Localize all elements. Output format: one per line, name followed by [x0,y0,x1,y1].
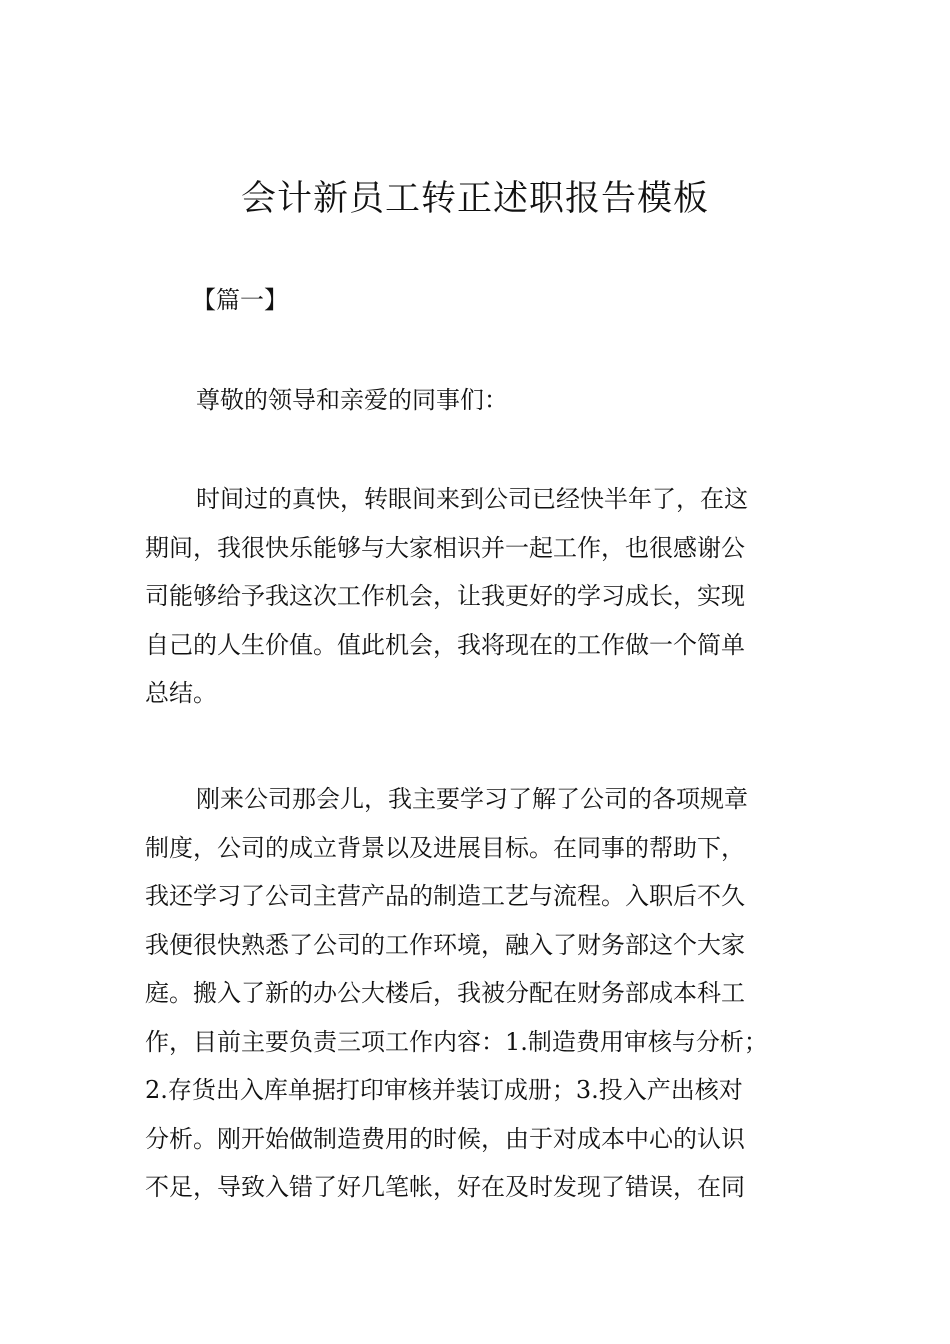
paragraph-line: 总结。 [145,679,217,707]
paragraph-1 [145,475,830,718]
paragraph-line: 自己的人生价值。值此机会，我将现在的工作做一个简单 [145,630,745,659]
document-title: 会计新员工转正述职报告模板 [240,179,709,219]
paragraph-line: 我还学习了公司主营产品的制造工艺与流程。入职后不久 [145,882,745,910]
paragraph-line: 刚来公司那会儿，我主要学习了解了公司的各项规章 [196,785,748,813]
paragraph-2 [145,775,830,1212]
paragraph-line: 制度，公司的成立背景以及进展目标。在同事的帮助下， [145,833,745,862]
salutation-text: 尊敬的领导和亲爱的同事们： [196,386,508,414]
paragraph-line: 期间，我很快乐能够与大家相识并一起工作，也很感谢公 [145,533,745,562]
paragraph-line: 我便很快熟悉了公司的工作环境，融入了财务部这个大家 [145,930,745,959]
paragraph-line: 作，目前主要负责三项工作内容：1.制造费用审核与分析； [145,1027,768,1056]
paragraph-line: 时间过的真快，转眼间来到公司已经快半年了，在这 [196,485,748,513]
salutation [145,376,830,425]
paragraph-line: 司能够给予我这次工作机会，让我更好的学习成长，实现 [145,582,745,610]
paragraph-line: 分析。刚开始做制造费用的时候，由于对成本中心的认识 [145,1124,745,1153]
paragraph-line: 2.存货出入库单据打印审核并装订成册；3.投入产出核对 [145,1076,743,1104]
paragraph-line: 不足，导致入错了好几笔帐，好在及时发现了错误，在同 [145,1173,745,1201]
section-label: 【篇一】 [192,286,288,314]
paragraph-line: 庭。搬入了新的办公大楼后，我被分配在财务部成本科工 [145,979,745,1007]
